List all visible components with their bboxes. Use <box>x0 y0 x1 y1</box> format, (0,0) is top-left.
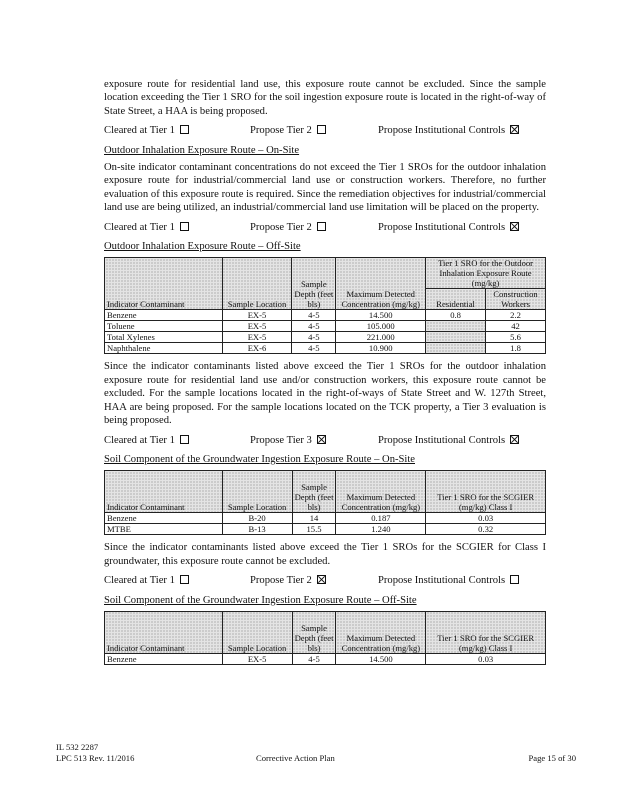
table-row <box>105 653 546 664</box>
intro-paragraph: exposure route for residential land use, this exposure route cannot be excluded. Since the sample location exceeding the Tier 1 SRO for the soil ingestion exposure route is located in the right-of-way of State Street, a HAA is being proposed. <box>104 79 546 117</box>
col-sro-header: Tier 1 SRO for the SCGIER (mg/kg) Class I <box>426 611 546 653</box>
concentration-cell: 10.900 <box>336 343 426 354</box>
location-cell: B-13 <box>222 524 292 535</box>
concentration-cell: 221.000 <box>336 332 426 343</box>
onsite-inhalation-paragraph: On-site indicator contaminant concentrations do not exceed the Tier 1 SROs for the outdoor inhalation exposure route for industrial/commercial land use or construction workers. Therefore, no further evaluation of this exposure route is required. Since the remediation objectives for industrial/commercial land use are being utilized, an industrial/commercial land use limitation will be placed on the property. <box>104 162 546 214</box>
concentration-cell: 14.500 <box>336 653 426 664</box>
table-row <box>105 343 546 354</box>
table-row <box>105 321 546 332</box>
cleared-tier1-label: Cleared at Tier 1 <box>104 125 175 137</box>
col-sro-header: Tier 1 SRO for the SCGIER (mg/kg) Class I <box>426 471 546 513</box>
depth-cell: 14 <box>292 513 336 524</box>
residential-cell <box>426 321 486 332</box>
residential-cell <box>426 343 486 354</box>
propose-tier2-checkbox[interactable] <box>317 125 326 134</box>
col-residential-header: Residential <box>426 289 486 310</box>
table-row <box>105 513 546 524</box>
contaminant-cell: Benzene <box>105 513 223 524</box>
gw-onsite-paragraph: Since the indicator contaminants listed above exceed the Tier 1 SROs for the SCGIER for Class I groundwater, this exposure route cannot be excluded. <box>104 542 546 567</box>
depth-cell: 4-5 <box>292 310 336 321</box>
cleared-tier1-checkbox[interactable] <box>180 435 189 444</box>
cleared-tier1-checkbox[interactable] <box>180 125 189 134</box>
contaminant-cell: MTBE <box>105 524 223 535</box>
location-cell: EX-5 <box>222 332 292 343</box>
col-construction-header: Construction Workers <box>486 289 546 310</box>
sro-cell: 0.03 <box>426 653 546 664</box>
footer-form-line: LPC 513 Rev. 11/2016 <box>56 752 135 763</box>
propose-ic-label: Propose Institutional Controls <box>378 575 506 587</box>
sro-cell: 0.32 <box>426 524 546 535</box>
contaminant-cell: Toluene <box>105 321 223 332</box>
cleared-tier1-checkbox[interactable] <box>180 222 189 231</box>
col-depth-header: Sample Depth (feet bls) <box>292 611 336 653</box>
col-depth-header: Sample Depth (feet bls) <box>292 258 336 310</box>
propose-ic-label: Propose Institutional Controls <box>378 434 506 446</box>
construction-cell: 5.6 <box>486 332 546 343</box>
residential-cell <box>426 332 486 343</box>
propose-tier2-checkbox-checked[interactable] <box>317 575 326 584</box>
depth-cell: 4-5 <box>292 321 336 332</box>
construction-cell: 2.2 <box>486 310 546 321</box>
contaminant-cell: Benzene <box>105 653 223 664</box>
page-footer <box>56 742 576 763</box>
offsite-inhalation-heading: Outdoor Inhalation Exposure Route – Off-Site <box>104 241 301 253</box>
col-contaminant-header: Indicator Contaminant <box>105 471 223 513</box>
offsite-inhalation-paragraph: Since the indicator contaminants listed above exceed the Tier 1 SROs for the outdoor inhalation exposure route for residential land use and/or construction workers, this exposure route cannot be excluded. For the sample locations located in the right-of-ways of State Street and W. 127th Street, HAA are being proposed. For the sample locations located on the TCK property, a Tier 3 evaluation is being proposed. <box>104 361 546 427</box>
footer-document-title: Corrective Action Plan <box>256 752 335 763</box>
propose-ic-checkbox[interactable] <box>510 575 519 584</box>
table-row <box>105 332 546 343</box>
propose-tier2-label: Propose Tier 2 <box>250 221 312 233</box>
col-concentration-header: Maximum Detected Concentration (mg/kg) <box>336 471 426 513</box>
concentration-cell: 0.187 <box>336 513 426 524</box>
propose-ic-label: Propose Institutional Controls <box>378 221 506 233</box>
propose-tier3-label: Propose Tier 3 <box>250 434 312 446</box>
col-contaminant-header: Indicator Contaminant <box>105 258 223 310</box>
gw-onsite-table <box>104 470 546 535</box>
gw-onsite-heading: Soil Component of the Groundwater Ingestion Exposure Route – On-Site <box>104 453 415 465</box>
col-concentration-header: Maximum Detected Concentration (mg/kg) <box>336 611 426 653</box>
checkbox-row-4 <box>104 574 546 587</box>
contaminant-cell: Naphthalene <box>105 343 223 354</box>
depth-cell: 4-5 <box>292 653 336 664</box>
col-tier1-group-header: Tier 1 SRO for the Outdoor Inhalation Exposure Route (mg/kg) <box>426 258 546 289</box>
location-cell: EX-6 <box>222 343 292 354</box>
footer-page-number: Page 15 of 30 <box>528 752 576 763</box>
construction-cell: 42 <box>486 321 546 332</box>
gw-offsite-heading: Soil Component of the Groundwater Ingestion Exposure Route – Off-Site <box>104 594 417 606</box>
concentration-cell: 105.000 <box>336 321 426 332</box>
onsite-inhalation-heading: Outdoor Inhalation Exposure Route – On-Site <box>104 144 300 156</box>
propose-tier2-label: Propose Tier 2 <box>250 125 312 137</box>
checkbox-row-2 <box>104 221 546 234</box>
depth-cell: 4-5 <box>292 343 336 354</box>
propose-ic-checkbox-checked[interactable] <box>510 125 519 134</box>
table-row <box>105 310 546 321</box>
location-cell: EX-5 <box>222 321 292 332</box>
cleared-tier1-label: Cleared at Tier 1 <box>104 434 175 446</box>
cleared-tier1-checkbox[interactable] <box>180 575 189 584</box>
checkbox-row-3 <box>104 434 546 447</box>
location-cell: B-20 <box>222 513 292 524</box>
concentration-cell: 14.500 <box>336 310 426 321</box>
contaminant-cell: Benzene <box>105 310 223 321</box>
gw-offsite-table <box>104 611 546 665</box>
propose-tier2-label: Propose Tier 2 <box>250 575 312 587</box>
location-cell: EX-5 <box>222 653 292 664</box>
construction-cell: 1.8 <box>486 343 546 354</box>
concentration-cell: 1.240 <box>336 524 426 535</box>
col-depth-header: Sample Depth (feet bls) <box>292 471 336 513</box>
propose-tier2-checkbox[interactable] <box>317 222 326 231</box>
col-contaminant-header: Indicator Contaminant <box>105 611 223 653</box>
cleared-tier1-label: Cleared at Tier 1 <box>104 221 175 233</box>
propose-ic-checkbox-checked[interactable] <box>510 222 519 231</box>
sro-cell: 0.03 <box>426 513 546 524</box>
depth-cell: 15.5 <box>292 524 336 535</box>
table-row <box>105 524 546 535</box>
contaminant-cell: Total Xylenes <box>105 332 223 343</box>
col-concentration-header: Maximum Detected Concentration (mg/kg) <box>336 258 426 310</box>
propose-tier3-checkbox-checked[interactable] <box>317 435 326 444</box>
document-page <box>104 78 546 671</box>
col-location-header: Sample Location <box>222 611 292 653</box>
depth-cell: 4-5 <box>292 332 336 343</box>
propose-ic-label: Propose Institutional Controls <box>378 125 506 137</box>
offsite-inhalation-table <box>104 257 546 354</box>
residential-cell: 0.8 <box>426 310 486 321</box>
propose-ic-checkbox-checked[interactable] <box>510 435 519 444</box>
col-location-header: Sample Location <box>222 258 292 310</box>
footer-id-line: IL 532 2287 <box>56 742 99 752</box>
col-location-header: Sample Location <box>222 471 292 513</box>
cleared-tier1-label: Cleared at Tier 1 <box>104 575 175 587</box>
location-cell: EX-5 <box>222 310 292 321</box>
checkbox-row-1 <box>104 124 546 137</box>
